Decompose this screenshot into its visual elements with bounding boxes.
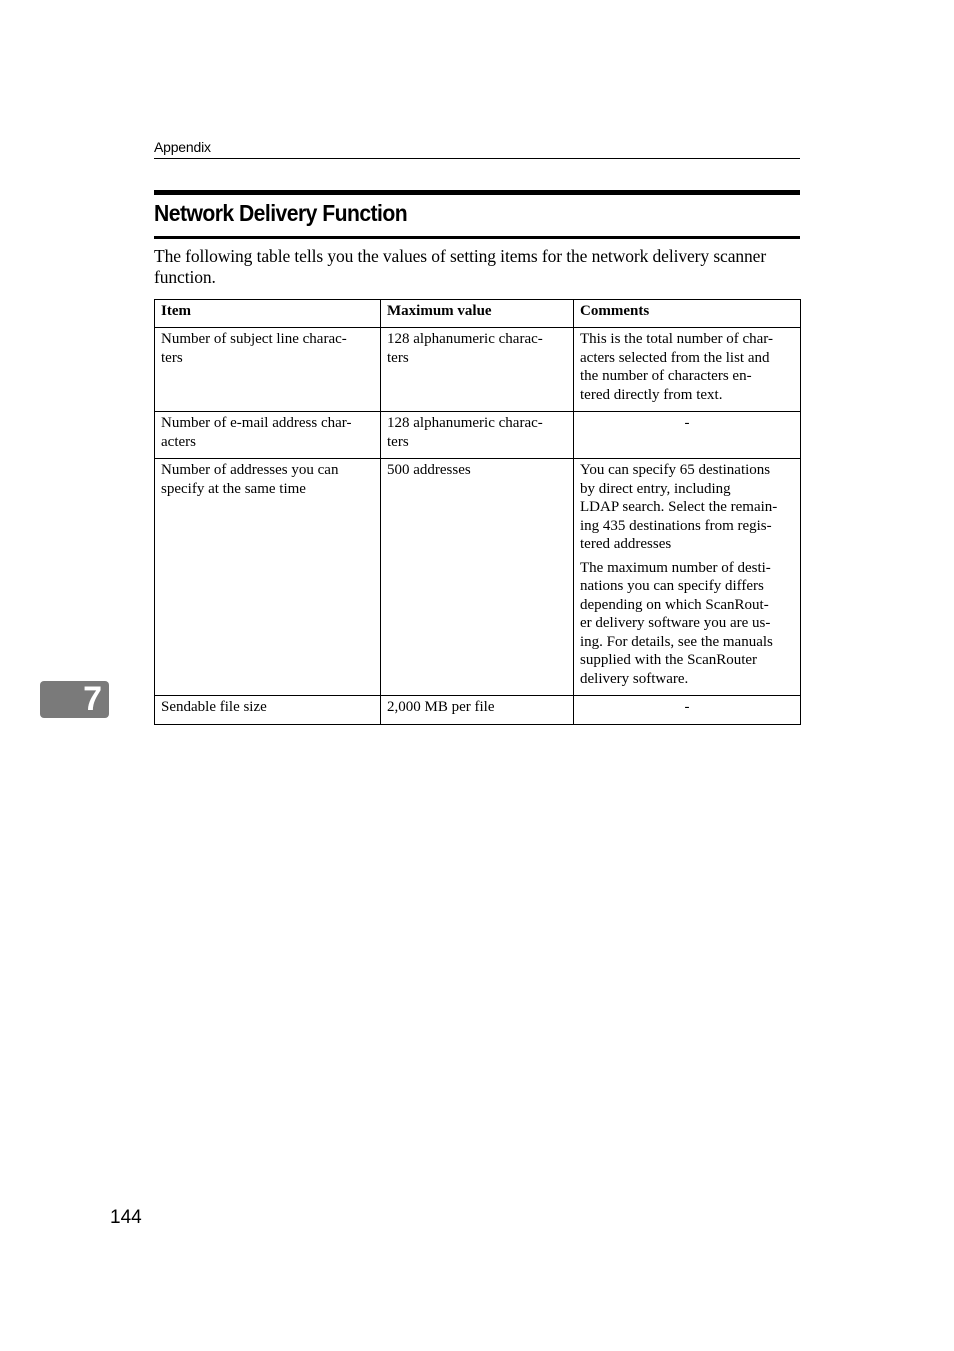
cell-maximum-value: 128 alphanumeric charac- ters	[381, 328, 574, 412]
cell-comments	[574, 459, 801, 696]
table-body	[155, 328, 801, 725]
comment-paragraph: -	[684, 699, 690, 715]
column-header-maximum-value: Maximum value	[381, 300, 574, 328]
comment-paragraph: The maximum number of desti- nations you can specify differs depending on which ScanRout- er delivery software you are us- ing. For details, see the manuals supplied with the ScanRouter delivery software.	[580, 559, 773, 687]
cell-maximum-value: 500 addresses	[381, 459, 574, 696]
table-row	[155, 459, 801, 696]
comment-paragraph: You can specify 65 destinations by direct entry, including LDAP search. Select the remain- ing 435 destinations from regis- tered addresses	[580, 462, 778, 552]
settings-table	[154, 299, 801, 725]
table-header-row	[155, 300, 801, 328]
header-rule	[154, 158, 800, 159]
cell-maximum-value: 128 alphanumeric charac- ters	[381, 412, 574, 459]
intro-paragraph: The following table tells you the values of setting items for the network delivery scanner function.	[154, 246, 767, 287]
cell-maximum-value: 2,000 MB per file	[381, 696, 574, 725]
cell-comments	[574, 328, 801, 412]
chapter-tab	[40, 681, 109, 718]
table-row	[155, 328, 801, 412]
cell-item: Number of subject line charac- ters	[155, 328, 381, 412]
section-title: Network Delivery Function	[154, 200, 408, 226]
title-rule-bottom	[154, 236, 800, 239]
title-rule-top	[154, 190, 800, 195]
column-header-comments: Comments	[574, 300, 801, 328]
cell-item: Number of addresses you can specify at the same time	[155, 459, 381, 696]
column-header-item: Item	[155, 300, 381, 328]
table-row	[155, 412, 801, 459]
table-row	[155, 696, 801, 725]
cell-item: Sendable file size	[155, 696, 381, 725]
comment-paragraph: -	[684, 415, 690, 431]
running-head: Appendix	[154, 139, 211, 155]
comment-paragraph: This is the total number of char- acters selected from the list and the number of characters en- tered directly from text.	[580, 331, 773, 403]
cell-comments	[574, 412, 801, 459]
chapter-number: 7	[83, 680, 102, 718]
cell-item: Number of e-mail address char- acters	[155, 412, 381, 459]
cell-comments	[574, 696, 801, 725]
page-number: 144	[110, 1207, 142, 1228]
